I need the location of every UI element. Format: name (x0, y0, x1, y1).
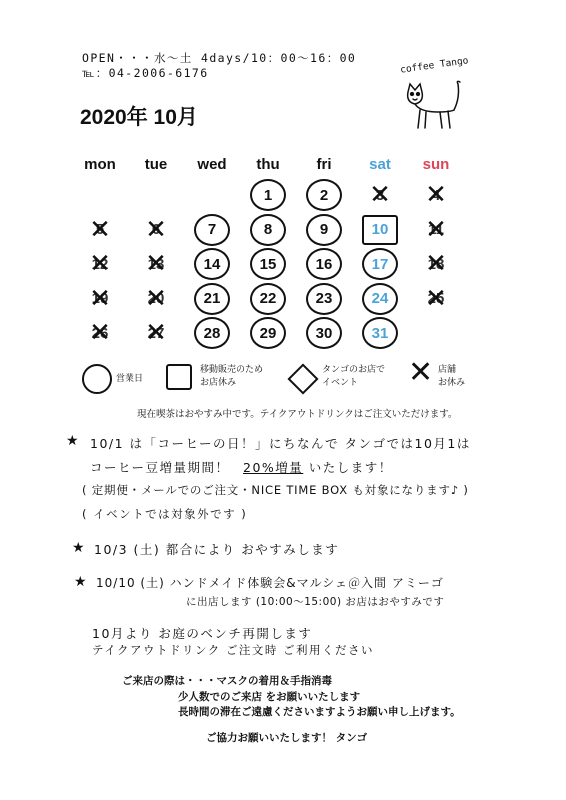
day-20: 20 ✕ (136, 284, 176, 314)
day-24: 24 (362, 283, 398, 315)
day-23: 23 (306, 283, 342, 315)
calendar-week (72, 213, 464, 248)
tel-line: ℡：04-2006-6176 (82, 66, 209, 80)
footer-line3: 長時間の滞在ご遠慮くださいますようお願い申し上げます。 (178, 706, 461, 718)
day-27: 27 ✕ (136, 318, 176, 348)
cat-icon (398, 78, 468, 136)
day-6: 6 ✕ (136, 215, 176, 245)
day-10: 10 (362, 215, 398, 245)
day-19: 19 ✕ (80, 284, 120, 314)
weekday-fri: fri (316, 156, 332, 173)
legend-closed-label-1: 店舗 (438, 365, 457, 375)
legend-closed-label-2: お休み (438, 378, 466, 388)
calendar-week (72, 282, 464, 317)
legend-open-label: 営業日 (116, 374, 144, 384)
note4-line2: テイクアウトドリンク ご注文時 ご利用ください (92, 643, 375, 657)
legend-open-icon (82, 364, 112, 394)
footer-line4: ご協力お願いいたします！ タンゴ (206, 732, 368, 744)
legend-diamond-icon (287, 363, 318, 394)
day-18: 18 ✕ (416, 249, 456, 279)
logo-text: coffee Tango (399, 55, 470, 76)
legend-diamond-label-1: タンゴのお店で (322, 365, 386, 375)
note1-line1: 10/1 は「コーヒーの日！」にちなんで タンゴでは10月1は (90, 436, 471, 451)
calendar-grid (72, 178, 464, 351)
legend-diamond-label-2: イベント (322, 378, 359, 388)
day-11: 11 ✕ (416, 215, 456, 245)
weekday-sun: sun (422, 156, 450, 173)
day-13: 13 ✕ (136, 249, 176, 279)
day-15: 15 (250, 248, 286, 280)
legend (82, 355, 542, 402)
day-12: 12 ✕ (80, 249, 120, 279)
day-17: 17 (362, 248, 398, 280)
calendar-week (72, 178, 464, 213)
day-14: 14 (194, 248, 230, 280)
day-30: 30 (306, 317, 342, 349)
weekday-sat: sat (369, 156, 391, 173)
day-8: 8 (250, 214, 286, 246)
footer-line1: ご来店の際は・・・マスクの着用＆手指消毒 (122, 675, 332, 687)
weekday-tue: tue (144, 156, 168, 173)
weekday-header (72, 156, 464, 173)
day-28: 28 (194, 317, 230, 349)
weekday-wed: wed (197, 156, 227, 173)
weekday-mon: mon (84, 156, 116, 173)
day-9: 9 (306, 214, 342, 246)
star-icon: ★ (72, 540, 85, 556)
day-26: 26 ✕ (80, 318, 120, 348)
day-22: 22 (250, 283, 286, 315)
day-16: 16 (306, 248, 342, 280)
star-icon: ★ (74, 574, 87, 590)
note1-line2: コーヒー豆増量期間！ 20%増量 いたします！ (90, 460, 393, 475)
cafe-notice: 現在喫茶はおやすみ中です。テイクアウトドリンクはご注文いただけます。 (137, 409, 458, 420)
increase-highlight: 20%増量 (243, 460, 304, 475)
day-25: 25 ✕ (416, 284, 456, 314)
note1-line3: ( 定期便・メールでのご注文・NICE TIME BOX も対象になります♪ ) (82, 483, 469, 497)
calendar-week (72, 247, 464, 282)
note4-line1: 10月より お庭のベンチ再開します (92, 626, 313, 641)
note3-line2: に出店します (10:00〜15:00) お店はおやすみです (186, 596, 445, 608)
day-4: 4 ✕ (416, 180, 456, 210)
note1-line4: ( イベントでは対象外です ) (82, 507, 248, 521)
legend-square-label-1: 移動販売のため (200, 365, 264, 375)
day-31: 31 (362, 317, 398, 349)
legend-square-label-2: お店休み (200, 378, 237, 388)
day-7: 7 (194, 214, 230, 246)
day-3: 3 ✕ (360, 180, 400, 210)
hours-line: OPEN・・・水〜土 4days/10：00〜16：00 (82, 51, 357, 65)
day-2: 2 (306, 179, 342, 211)
legend-closed-icon: ✕ (408, 355, 434, 390)
calendar-title: 2020年 10月 (80, 106, 198, 129)
day-29: 29 (250, 317, 286, 349)
note3-line1: 10/10 (土) ハンドメイド体験会&マルシェ＠入間 アミーゴ (96, 576, 444, 590)
logo (394, 48, 474, 138)
star-icon: ★ (66, 433, 79, 449)
day-1: 1 (250, 179, 286, 211)
footer-line2: 少人数でのご来店 をお願いいたします (178, 691, 361, 703)
weekday-thu: thu (256, 156, 280, 173)
day-5: 5 ✕ (80, 215, 120, 245)
legend-square-icon (166, 364, 192, 390)
calendar-week (72, 316, 464, 351)
day-21: 21 (194, 283, 230, 315)
note2: 10/3 (土) 都合により おやすみします (94, 542, 340, 557)
